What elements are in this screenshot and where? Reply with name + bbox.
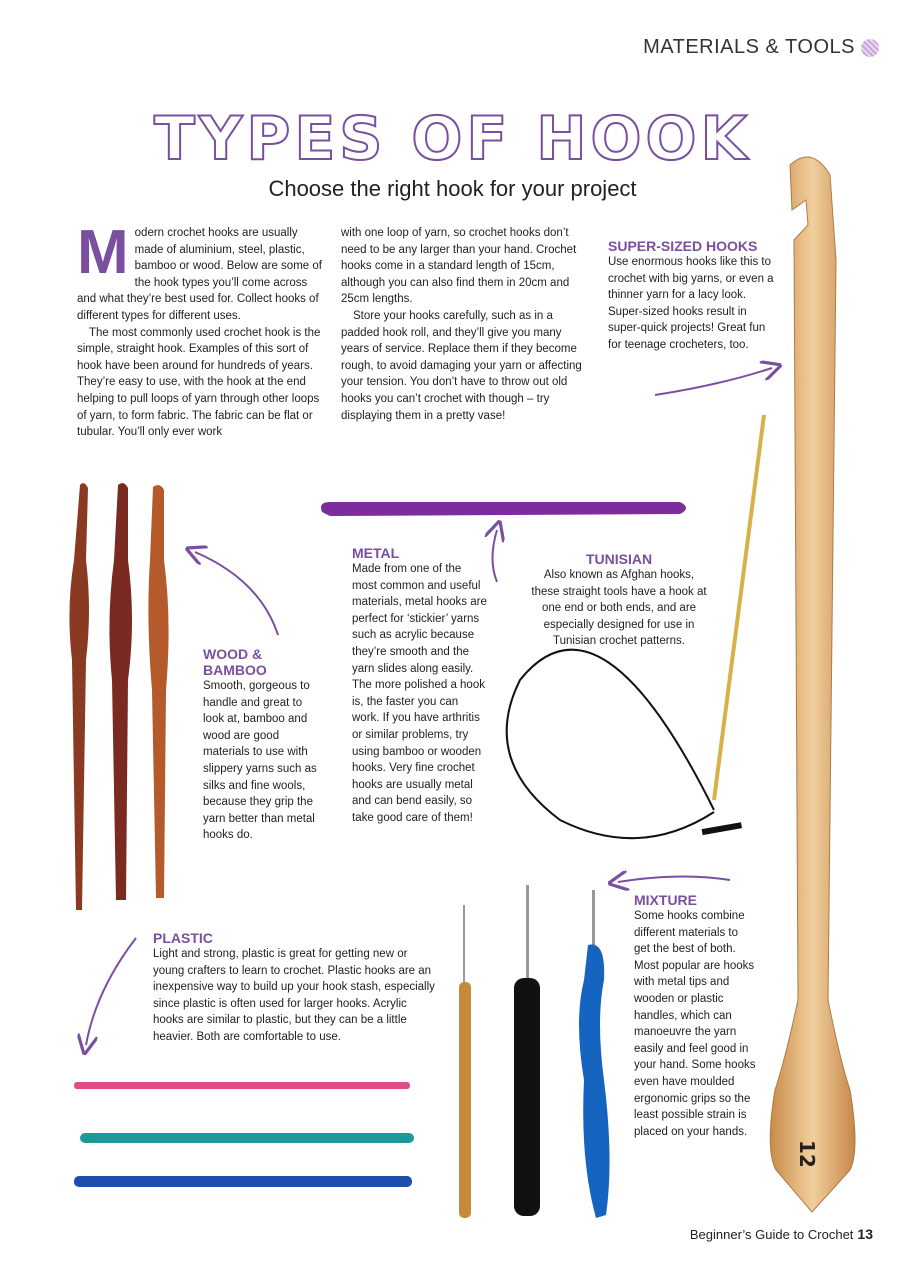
page-number: 13 [857, 1226, 873, 1242]
section-header-label: MATERIALS & TOOLS [643, 36, 855, 58]
svg-text:12: 12 [795, 1140, 819, 1168]
intro-paragraph-3: with one loop of yarn, so crochet hooks don’t need to be any larger than your hand. Crochet hooks come in a standard length of 15cm, although you can also find them in 20cm and 25cm lengths. [341, 227, 577, 306]
super-sized-title: SUPER-SIZED HOOKS [608, 238, 758, 254]
plastic-title: PLASTIC [153, 930, 213, 946]
arrow-super [655, 368, 772, 395]
plastic-hooks-image [74, 1082, 414, 1187]
page-subtitle: Choose the right hook for your project [268, 176, 637, 201]
wood-hooks-image [69, 483, 168, 910]
mixture-text: Some hooks combine different materials to get the best of both. Most popular are hooks with metal tips and wooden or plastic handles, which can manoeuvre the yarn easily and feel good in your hand. Some hooks even have moulded ergonomic grips so the least possible strain is placed on your hands. [634, 910, 756, 1138]
drop-cap: M [77, 218, 129, 287]
page-title: TYPES OF HOOK [153, 104, 752, 174]
metal-text: Made from one of the most common and useful materials, metal hooks are perfect for ‘stickier’ yarns such as acrylic because they’re smooth and the yarn slides along easily. The more polished a hook is, the faster you can work. If you have arthritis or similar problems, try using bamboo or wooden hooks. Very fine crochet hooks are usually metal and can bend easily, so take good care of them! [352, 563, 487, 824]
tunisian-title: TUNISIAN [585, 551, 653, 567]
intro-paragraph-1: odern crochet hooks are usually made of aluminium, steel, plastic, bamboo or wood. Below are some of the hook types you’ll come across and what they’re best used for. Collect hooks of different types for different uses. [77, 227, 322, 322]
wood-bamboo-text: Smooth, gorgeous to handle and great to look at, bamboo and wood are good materials to use with slippery yarns such as silks and fine wools, because they grip the yarn better than metal hooks do. [203, 680, 317, 842]
mixture-title: MIXTURE [634, 892, 697, 908]
tunisian-hook-image [507, 415, 764, 838]
page-footer [690, 1226, 873, 1242]
metal-title: METAL [352, 545, 400, 561]
tunisian-text: Also known as Afghan hooks, these straight tools have a hook at one end or both ends, and are especially designed for use in Tunisian crochet patterns. [531, 569, 707, 648]
super-sized-hook-image [770, 157, 855, 1212]
intro-paragraph-2: The most commonly used crochet hook is the simple, straight hook. Examples of this sort of hook have been around for hundreds of years. They’re easy to use, with the hook at the end helping to pull loops of yarn through other loops of yarn, to form fabric. The fabric can be flat or tubular. You’ll only ever work [77, 326, 321, 439]
super-sized-text: Use enormous hooks like this to crochet with big yarns, or even a thinner yarn for a lacy look. Super-sized hooks result in super-quick projects! Great fun for teenage crocheters, too. [608, 256, 774, 351]
arrow-mixture [618, 876, 730, 882]
arrow-plastic [86, 938, 136, 1045]
mixture-hooks-image [459, 885, 610, 1218]
intro-paragraph-4: Store your hooks carefully, such as in a padded hook roll, and they’ll give you many years of service. Replace them if they become rough, to avoid damaging your yarn or affecting your tension. You don’t have to throw out old hooks you can’t crochet with though – try displaying them in a pretty vase! [341, 309, 582, 422]
publication-name: Beginner’s Guide to Crochet [689, 1227, 854, 1242]
arrow-metal [493, 530, 498, 582]
metal-hook-image [321, 502, 686, 516]
plastic-text: Light and strong, plastic is great for getting new or young crafters to learn to crochet. Plastic hooks are an inexpensive way to build up your hook stash, especially since plastic is often used for larger hooks. Acrylic hooks are similar to plastic, but they can be a little heavier. Both are comfortable to use. [153, 948, 435, 1043]
wood-bamboo-title: WOOD & BAMBOO [203, 646, 267, 678]
arrow-wood [195, 552, 278, 635]
